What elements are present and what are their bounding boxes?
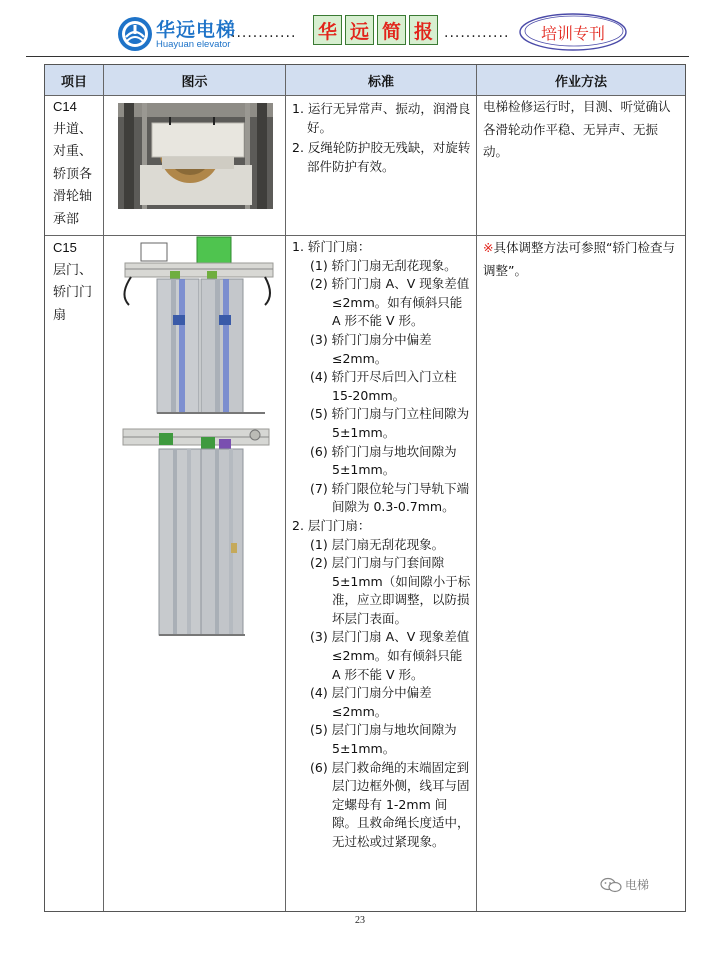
watermark-text: 电梯 xyxy=(625,878,650,892)
header-dots-left: ............ xyxy=(231,25,297,41)
table-row-c14-method: 电梯检修运行时，目测、听觉确认各滑轮动作平稳、无异声、无振动。 xyxy=(483,99,671,159)
wechat-icon xyxy=(600,877,622,893)
table-row-c14-standard xyxy=(292,100,472,176)
standard-point: 1. 运行无异常声、振动，润滑良好。 xyxy=(292,101,471,135)
newsletter-title xyxy=(313,15,438,45)
standard-point: (6) 轿门门扇与地坎间隙为 5±1mm。 xyxy=(310,443,457,478)
method-text: 具体调整方法可参照“轿门检查与调整”。 xyxy=(483,240,675,278)
page-number: 23 xyxy=(355,915,365,926)
pulley-photo xyxy=(118,103,273,209)
column-header-method: 作业方法 xyxy=(477,65,685,95)
standard-point: (4) 轿门开尽后凹入门立柱 15-20mm。 xyxy=(310,369,457,403)
standard-point: (7) 轿门限位轮与门导轨下端间隙为 0.3-0.7mm。 xyxy=(310,480,470,515)
table-row-c14-item xyxy=(53,96,101,231)
standard-point: (4) 层门门扇分中偏差≤2mm。 xyxy=(310,685,432,719)
column-divider xyxy=(476,65,477,911)
standard-point: (1) 轿门门扇无刮花现象。 xyxy=(310,257,457,273)
standard-section-title: 1. 轿门门扇： xyxy=(292,239,371,254)
company-name-cn: 华远电梯 xyxy=(156,19,237,41)
car-door-diagram xyxy=(115,235,275,415)
page-header xyxy=(0,0,720,58)
newsletter-char: 远 xyxy=(345,15,374,45)
column-header-item: 项目 xyxy=(45,65,103,95)
standard-point: (2) 层门门扇与门套间隙 5±1mm（如间隙小于标准，应立即调整，以防损坏层门表面。 xyxy=(310,555,471,626)
standard-point: (6) 层门救命绳的末端固定到层门边框外侧，线耳与固定螺母有 1-2mm 间隙。且救命绳长度适中，无过松或过紧现象。 xyxy=(310,759,470,849)
table-row-c15-item xyxy=(53,237,101,327)
standard-point: (5) 层门门扇与地坎间隙为 5±1mm。 xyxy=(310,722,457,757)
standard-section-title: 2. 层门门扇： xyxy=(292,517,371,533)
table-row-c15-method xyxy=(483,237,681,282)
standard-point: (5) 轿门门扇与门立柱间隙为 5±1mm。 xyxy=(310,406,470,440)
header-divider xyxy=(26,56,689,57)
newsletter-char: 华 xyxy=(313,15,342,45)
item-name-line: 层门、 xyxy=(53,262,93,278)
column-divider xyxy=(103,65,104,911)
item-name-line: 滑轮轴 xyxy=(53,189,93,204)
landing-door-diagram xyxy=(115,423,275,638)
column-divider xyxy=(285,65,286,911)
item-name-line: 承部 xyxy=(53,211,80,227)
column-header-standard: 标准 xyxy=(286,65,476,95)
item-name-line: 轿顶各 xyxy=(53,166,93,182)
standard-point: (2) 轿门门扇 A、V 现象差值≤2mm。如有倾斜只能 A 形不能 V 形。 xyxy=(310,276,470,329)
item-code: C14 xyxy=(53,99,77,114)
table-row-c15-standard xyxy=(292,238,472,852)
standard-point: 2. 反绳轮防护胶无残缺，对旋转部件防护有效。 xyxy=(292,140,471,174)
company-name-en: Huayuan elevator xyxy=(156,39,231,50)
item-name-line: 对重、 xyxy=(53,144,93,159)
item-code: C15 xyxy=(53,240,77,255)
watermark xyxy=(600,876,649,893)
item-name-line: 井道、 xyxy=(53,121,93,137)
special-issue-badge xyxy=(517,11,629,53)
special-issue-label: 培训专刊 xyxy=(540,24,605,43)
standard-point: (3) 层门门扇 A、V 现象差值≤2mm。如有倾斜只能 A 形不能 V 形。 xyxy=(310,629,470,682)
standard-point: (1) 层门扇无刮花现象。 xyxy=(310,536,445,552)
maintenance-table xyxy=(44,64,686,912)
newsletter-char: 报 xyxy=(409,15,438,45)
company-logo-icon xyxy=(117,16,153,52)
standard-point: (3) 轿门门扇分中偏差≤2mm。 xyxy=(310,331,432,366)
newsletter-char: 简 xyxy=(377,15,406,45)
item-name-line: 扇 xyxy=(53,307,67,323)
note-mark: ※ xyxy=(483,240,494,255)
item-name-line: 轿门门 xyxy=(53,285,93,300)
header-dots-right: ............ xyxy=(444,25,510,41)
column-header-figure: 图示 xyxy=(104,65,285,95)
